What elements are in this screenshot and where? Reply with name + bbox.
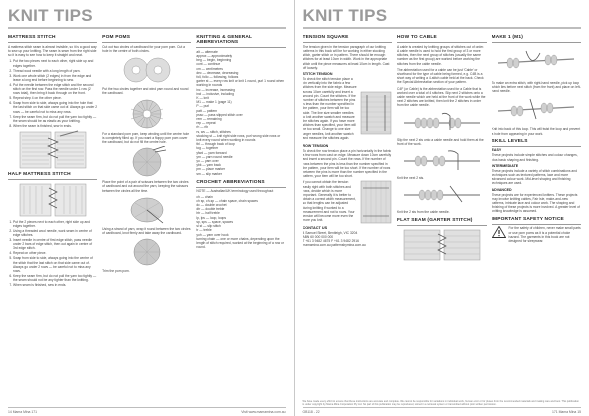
- contact-block: [303, 226, 393, 246]
- left-footer-link[interactable]: Visit www.mamamina.com.au: [241, 410, 286, 414]
- disclaimer: We have made every effort to ensure that these instructions are accurate and complete. We cannot be responsible for variations in individual work, human error or for pluses from the recommended materials and making care and best. This publication is under copyright by Mama Mina Corporation Pty Ltd. No part of this publication may be reproduced, stored in a retrieval system or transmitted without prior written permission.: [302, 399, 579, 406]
- list-item: tr — treble: [196, 228, 212, 233]
- make1-text: To make an extra stitch, with right-hand needle, pick up loop which lies before next stitch (from the front) and place on left-hand needle.: [491, 80, 581, 94]
- left-column-1: [8, 33, 97, 416]
- list-item: tbl — through back of loop: [196, 142, 235, 147]
- section-rule: [492, 224, 582, 225]
- left-column-3: [196, 33, 285, 416]
- intermediate-heading: INTERMEDIATE: [491, 163, 519, 168]
- list-item: yfwd — yarn forward: [196, 150, 227, 155]
- pompom-step-text: Using a strand of yarn, wrap it round between the two circles of cardboard, knot firmly and take away the cardboard.: [102, 226, 191, 235]
- list-item: ch — chain: [196, 194, 213, 199]
- pompom-step: [102, 227, 191, 235]
- half-mattress-heading: HALF MATTRESS STITCH: [8, 171, 71, 177]
- list-item: yrn — yarn round needle: [196, 154, 233, 159]
- cable-step-2: Knit the next 2 sts.: [397, 175, 425, 180]
- section-rule: [492, 42, 582, 43]
- pompom-finished-illustration: [130, 237, 164, 267]
- cable-step-1: Slip the next 2 sts onto a cable needle and hold them at the front of the work.: [397, 137, 484, 146]
- cable-intro: A cable is created by knitting groups of stitches out of order. A cable needle is used to hold the first group of 3 or more stitches, then the next group of stitches (usually the same number as the first group) are worked before working the stitches from the cable needle.: [397, 44, 485, 66]
- cable-heading: HOW TO CABLE: [397, 35, 437, 40]
- contact-line: 4 Samuel Street, Bentleigh, VIC 3204: [302, 230, 358, 235]
- page-title: KNIT TIPS: [302, 6, 388, 25]
- pompom-step-text: Place the point of a pair of scissors between the two circles of cardboard and cut around the yarn, keeping the scissors between the circles all the time.: [102, 180, 189, 193]
- pompom-step-text: Put the two circles together and wind yarn round and round the cardboard.: [102, 87, 189, 96]
- row-tension-text-2: If you cannot obtain the tension easily right with both stitches and rows, decide which is more important. Generally it is better to obtain a correct width measurement, so that lengths can be adjusted during knitting if worked to a measurement and not to rows. Your tension will become more even the more you knit.: [302, 180, 356, 223]
- list-item: lp, lps — loop, loops: [196, 215, 227, 220]
- left-footer: [8, 407, 286, 416]
- half-mattress-steps: [8, 220, 97, 288]
- list-item: 5. Repeat step 4 on the other piece.: [13, 96, 97, 100]
- list-item: 3. Insert needle in centre of first edge stitch, pass needle under 2 bars of edge stitch, then out again in centre of 3rd edge stitch.: [13, 238, 97, 251]
- section-rule: [492, 146, 582, 147]
- section-rule: [397, 42, 487, 43]
- title-rule: [303, 27, 582, 29]
- list-item: psso — pass slipped stitch over: [196, 112, 243, 117]
- list-item: P — purl: [196, 104, 210, 109]
- section-rule: [8, 179, 97, 180]
- pompom-cutting-illustration: [127, 146, 167, 178]
- list-item: alt — alternate: [196, 49, 218, 54]
- section-rule: [8, 42, 97, 43]
- contact-line[interactable]: mamamina.com.au patternsbymina.com.au: [302, 242, 366, 247]
- flat-seam-heading: FLAT SEAM (GARTER STITCH): [397, 218, 473, 224]
- section-rule: [303, 42, 393, 43]
- tension-swatch-row-illustration: [360, 180, 392, 224]
- list-item: 6. Keep the seam firm, but do not pull the yarn too tightly — the seam should not be any tighter than the knitting.: [13, 274, 97, 282]
- list-item: sl st — slip stitch: [196, 224, 221, 229]
- right-page: [295, 0, 589, 416]
- list-item: rem — remaining: [196, 116, 222, 121]
- pompom-step-text: Trim the pom pom.: [102, 269, 130, 274]
- list-item: ybk — yarn back: [196, 163, 221, 168]
- list-item: 7. When seam is finished, sew in ends.: [13, 283, 97, 287]
- stitch-tension-block: [303, 77, 393, 142]
- pompom-step-text: For a standard pom pom, keep winding until the centre hole is completely filled up. If you want a floppy pom pom cover the cardboard, but do not fill the centre hole.: [102, 131, 190, 144]
- safety-text: For the safety of children, never make small parts or use pom poms as it is a potential choke hazard. The garments in this book are not designed for sleepwear.: [508, 226, 581, 243]
- abbreviations-list: [196, 50, 285, 176]
- right-column-2: [397, 33, 487, 416]
- half-mattress-illustration: [18, 182, 88, 218]
- list-item: htr — half treble: [196, 211, 220, 216]
- list-item: dec — decrease, decreasing: [196, 70, 239, 75]
- list-item: M1 — make 1 (page 11): [196, 100, 232, 105]
- list-item: sm — slip marker: [196, 171, 222, 176]
- pompom-tying-illustration: [127, 195, 167, 225]
- tension-swatch-stitch-illustration: [360, 91, 392, 135]
- list-item: inc — increase, increasing: [196, 87, 236, 92]
- contact-line: T +61 3 9482 4675 F +61 3 9482 2916: [302, 238, 359, 243]
- pompom-step-text: Cut out two circles of cardboard for your pom pom. Cut a hole in the centre of both circles.: [102, 44, 185, 53]
- skill-heading: SKILL LEVELS: [491, 138, 528, 144]
- list-item: K — knit: [196, 95, 209, 100]
- list-item: incl — inclusive, including: [196, 91, 234, 96]
- pompom-step: [102, 269, 191, 273]
- cable-para-3: C4F (or Cable) is the abbreviation used for a Cable that is worked over a total of 4 stitches. Slip next 2 stitches onto a cable needle which are held at the front of the work while the next 2 stitches are knitted, then knit the 2 stitches in order from the cable needle.: [397, 86, 486, 108]
- list-item: rep — repeat: [196, 121, 216, 126]
- list-item: foll, follo — following, follows: [196, 74, 239, 79]
- list-item: rh — rib: [196, 125, 209, 130]
- list-item: 7. Keep the seam firm, but do not pull the yarn too tightly — the seam should be as elastic as your knitting.: [13, 115, 97, 123]
- mattress-heading: MATTRESS STITCH: [8, 35, 56, 40]
- list-item: tog — together: [196, 146, 219, 151]
- right-page-number: 171 Mama Mina 15: [551, 410, 581, 414]
- crochet-note: NOTE — Australian/UK terminology used throughout: [196, 189, 274, 194]
- list-item: 6. Swap from side to side, always going into the hole that the last stitch on that side came out of. Always go under 2 rows — be careful not to miss any rows.: [13, 101, 97, 114]
- pompom-step: [102, 87, 191, 95]
- pompom-step: [102, 132, 191, 145]
- easy-text: These projects include simple stitches and colour changes, plus basic shaping and finishing.: [491, 153, 578, 162]
- cable-step-1-illustration: [402, 110, 482, 136]
- intermediate-text: These projects include a variety of stitch combinations and techniques such as textured patterns, lace and more advanced colour work. Mid-level shaping and finishing techniques are used.: [491, 168, 577, 186]
- cable-step-3-illustration: [402, 182, 482, 208]
- easy-heading: EASY: [491, 148, 502, 153]
- make1-illustration-2: [496, 95, 576, 125]
- right-column-3: [492, 33, 582, 416]
- abbreviations-heading: KNITTING & GENERAL ABBREVIATIONS: [196, 35, 253, 45]
- list-item: cm — centimetres: [196, 66, 223, 71]
- list-item: cont — continue: [196, 62, 221, 67]
- warning-icon: [492, 226, 506, 238]
- list-item: yo — yarn over: [196, 158, 219, 163]
- list-item: pm — place marker: [196, 167, 226, 172]
- advanced-text: These projects are for experienced knitters. These projects may involve knitting cables, Fair Isle, make-and-new patterns, intricate lace and colour work. The shaping and finishing of these projects is more involved. A greater level of knitting knowledge is assumed.: [491, 192, 580, 214]
- stitch-tension-text: To check the stitch tension place a pin vertically into the fabric a few stitches from the side edge. Measure across 10cm carefully and insert a second pin. Count the stitches. If the number of stitches between the pins is less than the number specified in the pattern, your item will be too wide. The line size smaller needles to knit another swatch and measure the stitches again. If you have more stitches than specified, your item will be too small. Change to one size larger needles, knit another swatch and measure the stitches again.: [302, 76, 357, 140]
- make1-text-2: Knit into back of this loop. This will twist the loop and prevent a hole from appearing in your work.: [491, 127, 581, 136]
- row-tension-heading: ROW TENSION: [302, 143, 329, 148]
- list-item: rs, ws — stitch, stitches: [196, 129, 231, 134]
- mattress-stitch-illustration: [18, 130, 88, 170]
- list-item: 8. When the seam is finished, sew in ends.: [13, 124, 97, 128]
- tension-heading: TENSION SQUARE: [302, 35, 349, 40]
- mattress-intro: A mattress stitch seam is almost invisible, so it is a good way to sew up your knitting. The seam is sewn from the right side so it is easy to see how to keep it straight and neat.: [8, 44, 97, 58]
- list-item: dc — double crochet: [196, 203, 227, 208]
- list-item: beg — begin, beginning: [196, 58, 232, 63]
- pompom-winding-illustration: [127, 98, 167, 130]
- list-item: sp, sps — space, spaces: [196, 219, 233, 224]
- section-rule: [102, 42, 191, 43]
- page-title: KNIT TIPS: [8, 6, 93, 25]
- mattress-steps: [8, 59, 97, 128]
- list-item: approx — approximately: [196, 53, 233, 58]
- contact-line: ABN 60 000 000 000: [302, 234, 334, 239]
- title-rule: [8, 27, 286, 29]
- list-item: turning chain — one or more chains, depending upon the length of stitch required, worked at the beginning of a row or round.: [196, 236, 284, 250]
- list-item: 4. Put the needle between the edge stitch and the second stitch on the first row. Pass the needle under 1 row (2 rows total), then bring it back through on the front.: [13, 83, 97, 96]
- right-column-1: [303, 33, 393, 416]
- list-item: 5. Swap from side to side, always going into the centre of the stitch that the last stitch on that side came out of. Always go under 2 rows — be careful not to miss any rows.: [13, 256, 97, 273]
- right-footer-code: GB118 - 22: [302, 410, 320, 414]
- make1-heading: MAKE 1 (M1): [491, 35, 524, 40]
- list-item: 1. Put the two pieces next to each other, right side up and edges together.: [13, 59, 97, 67]
- cable-step-3: Knit the 2 sts from the cable needle.: [397, 210, 450, 215]
- section-rule: [397, 225, 487, 226]
- crochet-list: [196, 195, 285, 250]
- crochet-heading: CROCHET ABBREVIATIONS: [196, 179, 265, 185]
- make1-illustration-1: [496, 45, 576, 79]
- advanced-heading: ADVANCED: [491, 187, 512, 192]
- list-item: dtr — double treble: [196, 207, 225, 212]
- list-item: yoh — yarn over hook: [196, 232, 229, 237]
- right-footer: [303, 407, 582, 416]
- safety-notice: [492, 226, 582, 245]
- flat-seam-illustration: [402, 228, 482, 262]
- safety-heading: IMPORTANT SAFETY NOTICE: [491, 216, 564, 222]
- list-item: ch sp, ch-sp — chain space, chain spaces: [196, 198, 258, 203]
- left-column-2: [102, 33, 191, 416]
- list-item: 1. Put the 2 pieces next to each other, right side up and edges together.: [13, 220, 97, 228]
- list-item: 2. Thread wool needle with a long length of yarn.: [13, 69, 97, 73]
- row-tension-block: [303, 180, 393, 224]
- stitch-tension-heading: STITCH TENSION: [302, 71, 333, 76]
- section-rule: [196, 47, 285, 48]
- pompoms-heading: POM POMS: [102, 35, 131, 40]
- list-item: stocking st — knit right side rows, purl wrong side rows or knit every round when working in rounds: [196, 133, 281, 142]
- tension-intro: The tension given in the tension paragraph of our knitting patterns in this book will be for working in either stocking stitch, garter stitch or in pattern. There should be enough stitches for at least 10cm in width. Work in the appropriate stitch until the piece measures at least 10cm in length. Cast off loosely.: [302, 44, 390, 70]
- list-item: patt — pattern: [196, 108, 218, 113]
- contact-heading: CONTACT US: [302, 226, 328, 231]
- pompom-circles-illustration: [122, 55, 172, 85]
- list-item: garter st — every row knit or knit 1 round, purl 1 round when working in rounds: [196, 79, 285, 88]
- cable-para-2: The abbreviation used for a cable can be just 'Cable' or shorthand for the type of cable being formed, e.g. C4B is a short way of writing a 4-stitch cable held at the back. Check the Special Abbreviation section of your pattern.: [397, 67, 484, 85]
- row-tension-text: To check the row tension place a pin horizontally in the fabric a few rows from cast on edge. Measure down 10cm carefully and insert a second pin. Count the rows. If the number of rows between the pins is less than the number specified in the pattern, your item will be too short. If the number of rows between the pins is more than the number specified in the pattern, your item will be too short.: [302, 148, 392, 179]
- left-page-number: 14 Mama Mina 171: [8, 410, 38, 414]
- list-item: 2. Using a threaded wool needle, work seam in centre of edge stitches.: [13, 229, 97, 237]
- list-item: 4. Repeat on other piece.: [13, 251, 97, 255]
- section-rule: [196, 187, 285, 188]
- pompom-step: [102, 45, 191, 53]
- list-item: 3. Work one whole stitch (2 edges) in from the edge and leave a long end before beginning to sew.: [13, 74, 97, 82]
- cable-step-2-illustration: [402, 148, 482, 174]
- pompom-step: [102, 180, 191, 193]
